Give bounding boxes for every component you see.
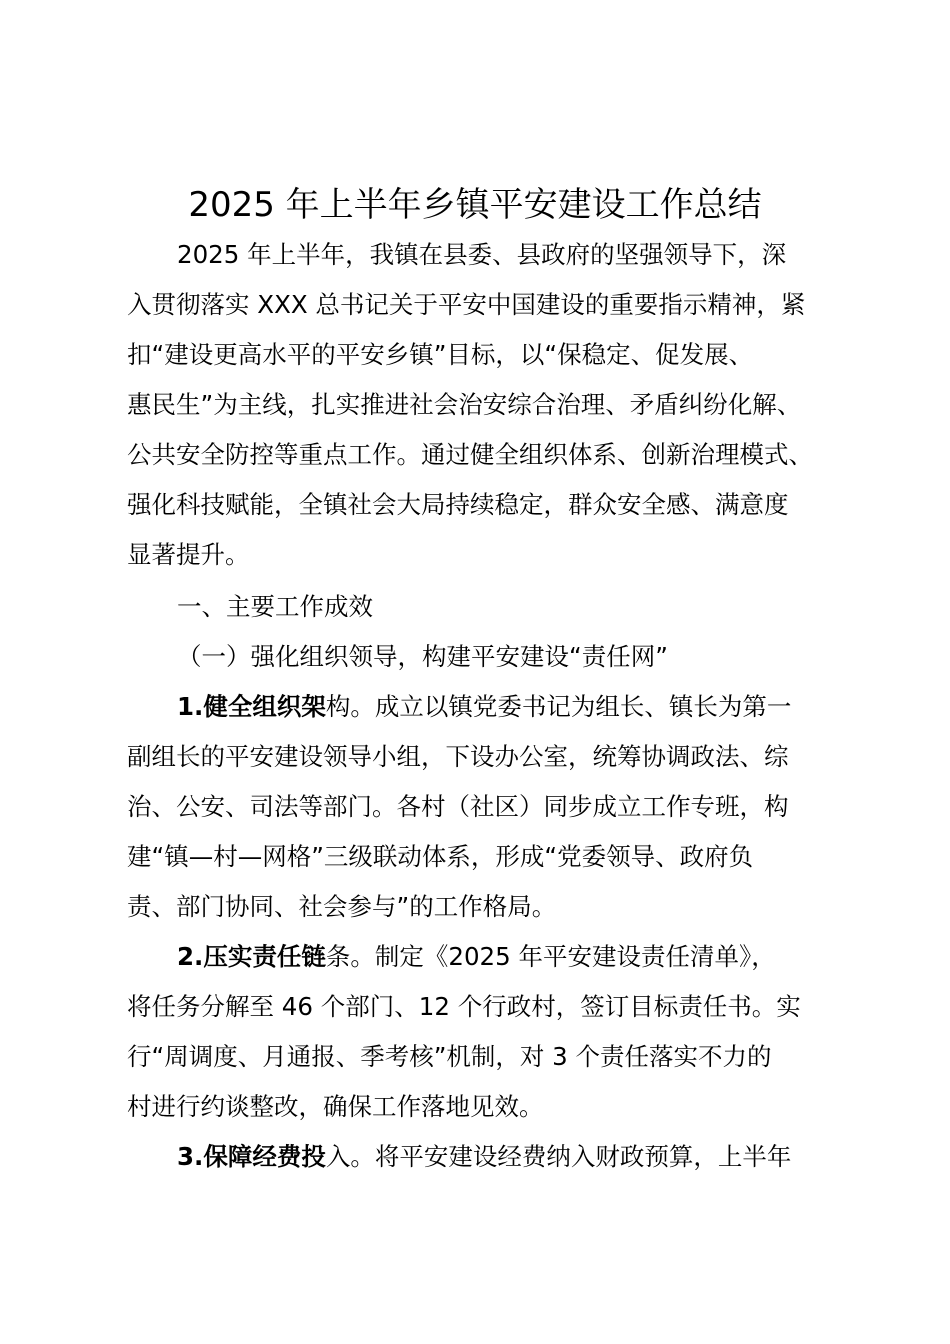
intro-line: 2025 年上半年，我镇在县委、县政府的坚强领导下，深 [177,240,787,269]
item-bold-lead: 2.压实责任链 [177,942,326,971]
item-line: 治、公安、司法等部门。各村（社区）同步成立工作专班，构 [127,792,789,821]
intro-line: 惠民生”为主线，扎实推进社会治安综合治理、矛盾纠纷化解、 [127,390,802,419]
item-first-line [127,682,833,732]
item-first-line [127,932,833,982]
item-paragraph-3 [127,1132,833,1182]
item-line: 村进行约谈整改，确保工作落地见效。 [127,1092,544,1121]
subsection-heading: （一）强化组织领导，构建平安建设“责任网” [177,642,668,671]
intro-line: 扣“建设更高水平的平安乡镇”目标，以“保稳定、促发展、 [127,340,754,369]
section-heading: 一、主要工作成效 [177,592,373,621]
item-bold-lead: 3.保障经费投 [177,1142,326,1171]
item-line: 责、部门协同、社会参与”的工作格局。 [127,892,557,921]
item-bold-lead: 1.健全组织架 [177,692,326,721]
document-title: 2025 年上半年乡镇平安建设工作总结 [188,185,762,225]
item-text: 构。成立以镇党委书记为组长、镇长为第一 [325,692,792,721]
intro-line: 入贯彻落实 XXX 总书记关于平安中国建设的重要指示精神，紧 [127,290,806,319]
item-line: 建“镇—村—网格”三级联动体系，形成“党委领导、政府负 [127,842,754,871]
item-paragraph-2 [127,932,833,1132]
item-first-line [127,1132,833,1182]
document-body [127,230,833,1182]
item-paragraph-1 [127,682,833,932]
item-line: 副组长的平安建设领导小组，下设办公室，统筹协调政法、综 [127,742,789,771]
item-line: 将任务分解至 46 个部门、12 个行政村，签订目标责任书。实 [127,992,801,1021]
intro-line: 显著提升。 [127,540,250,569]
item-line: 行“周调度、月通报、季考核”机制，对 3 个责任落实不力的 [127,1042,772,1071]
intro-paragraph [127,230,833,580]
intro-line: 公共安全防控等重点工作。通过健全组织体系、创新治理模式、 [127,440,813,469]
item-text: 入。将平安建设经费纳入财政预算，上半年 [325,1142,792,1171]
item-text: 条。制定《2025 年平安建设责任清单》， [325,942,776,971]
intro-line: 强化科技赋能，全镇社会大局持续稳定，群众安全感、满意度 [127,490,789,519]
